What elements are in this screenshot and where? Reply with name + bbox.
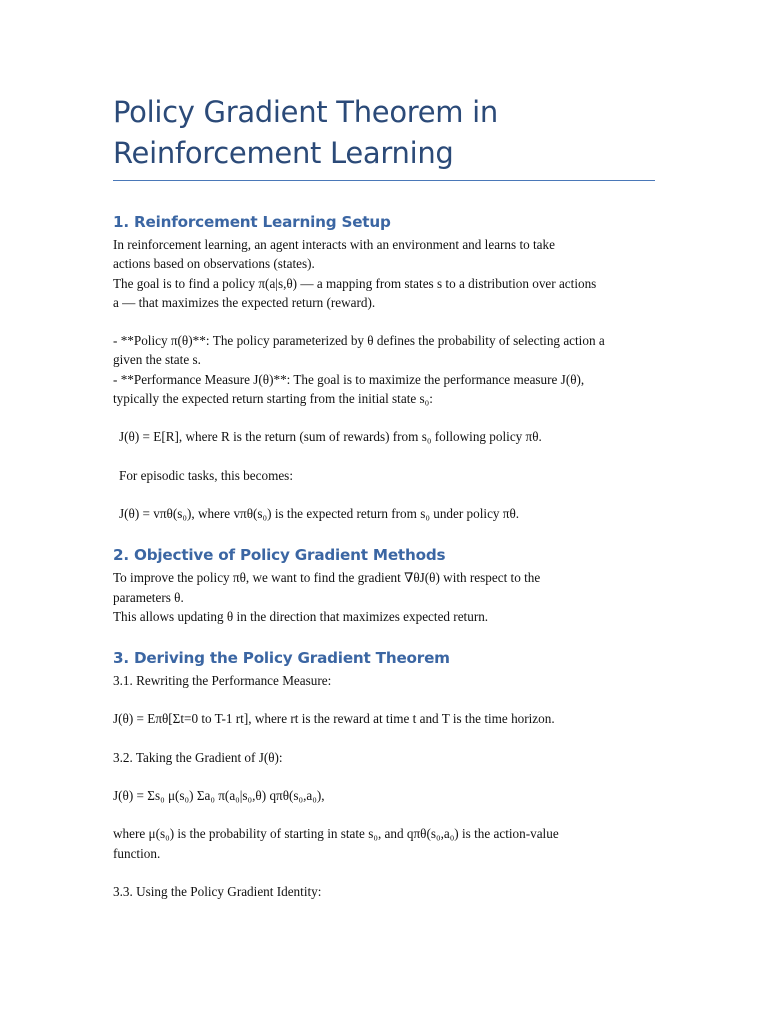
paragraph-line: For episodic tasks, this becomes: <box>119 467 293 483</box>
equation-line: J(θ) = E[R], where R is the return (sum of rewards) from s₀ following policy πθ. <box>119 429 542 445</box>
paragraph-line: parameters θ. <box>113 589 184 605</box>
paragraph-line: typically the expected return starting from the initial state s₀: <box>113 391 433 407</box>
subsection-label: 3.1. Rewriting the Performance Measure: <box>113 673 332 689</box>
paragraph-line: In reinforcement learning, an agent interacts with an environment and learns to take <box>113 237 555 252</box>
paragraph-line: actions based on observations (states). <box>113 256 315 272</box>
paragraph-line: - **Performance Measure J(θ)**: The goal is to maximize the performance measure J(θ), <box>113 371 585 387</box>
document-page <box>113 92 658 901</box>
paragraph-line: The goal is to find a policy π(a|s,θ) — a mapping from states s to a distribution over actions <box>113 275 597 291</box>
equation-line: J(θ) = Σs₀ μ(s₀) Σa₀ π(a₀|s₀,θ) qπθ(s₀,a₀), <box>113 788 325 804</box>
section-2-heading: 2. Objective of Policy Gradient Methods <box>113 546 446 565</box>
title-line-1: Policy Gradient Theorem in <box>113 95 498 129</box>
section-2-body <box>113 568 658 626</box>
paragraph-line: a — that maximizes the expected return (reward). <box>113 294 376 310</box>
subsection-label: 3.2. Taking the Gradient of J(θ): <box>113 749 283 765</box>
title-line-2: Reinforcement Learning <box>113 136 454 170</box>
paragraph-line: To improve the policy πθ, we want to find the gradient ∇θJ(θ) with respect to the <box>113 570 541 586</box>
paragraph-line: given the state s. <box>113 352 201 368</box>
paragraph-line: - **Policy π(θ)**: The policy parameterized by θ defines the probability of selecting action a <box>113 333 605 349</box>
document-title <box>113 92 658 174</box>
subsection-label: 3.3. Using the Policy Gradient Identity: <box>113 883 322 899</box>
title-underline <box>113 180 655 181</box>
paragraph-line: function. <box>113 845 161 861</box>
section-3-heading: 3. Deriving the Policy Gradient Theorem <box>113 649 450 668</box>
section-1-body <box>113 235 658 523</box>
paragraph-line: This allows updating θ in the direction that maximizes expected return. <box>113 608 489 624</box>
section-3-body <box>113 671 658 901</box>
paragraph-line: where μ(s₀) is the probability of starting in state s₀, and qπθ(s₀,a₀) is the action-value <box>113 826 559 842</box>
equation-line: J(θ) = vπθ(s₀), where vπθ(s₀) is the expected return from s₀ under policy πθ. <box>119 505 520 521</box>
section-1-heading: 1. Reinforcement Learning Setup <box>113 213 391 231</box>
equation-line: J(θ) = Eπθ[Σt=0 to T-1 rt], where rt is the reward at time t and T is the time horizon. <box>113 711 555 727</box>
